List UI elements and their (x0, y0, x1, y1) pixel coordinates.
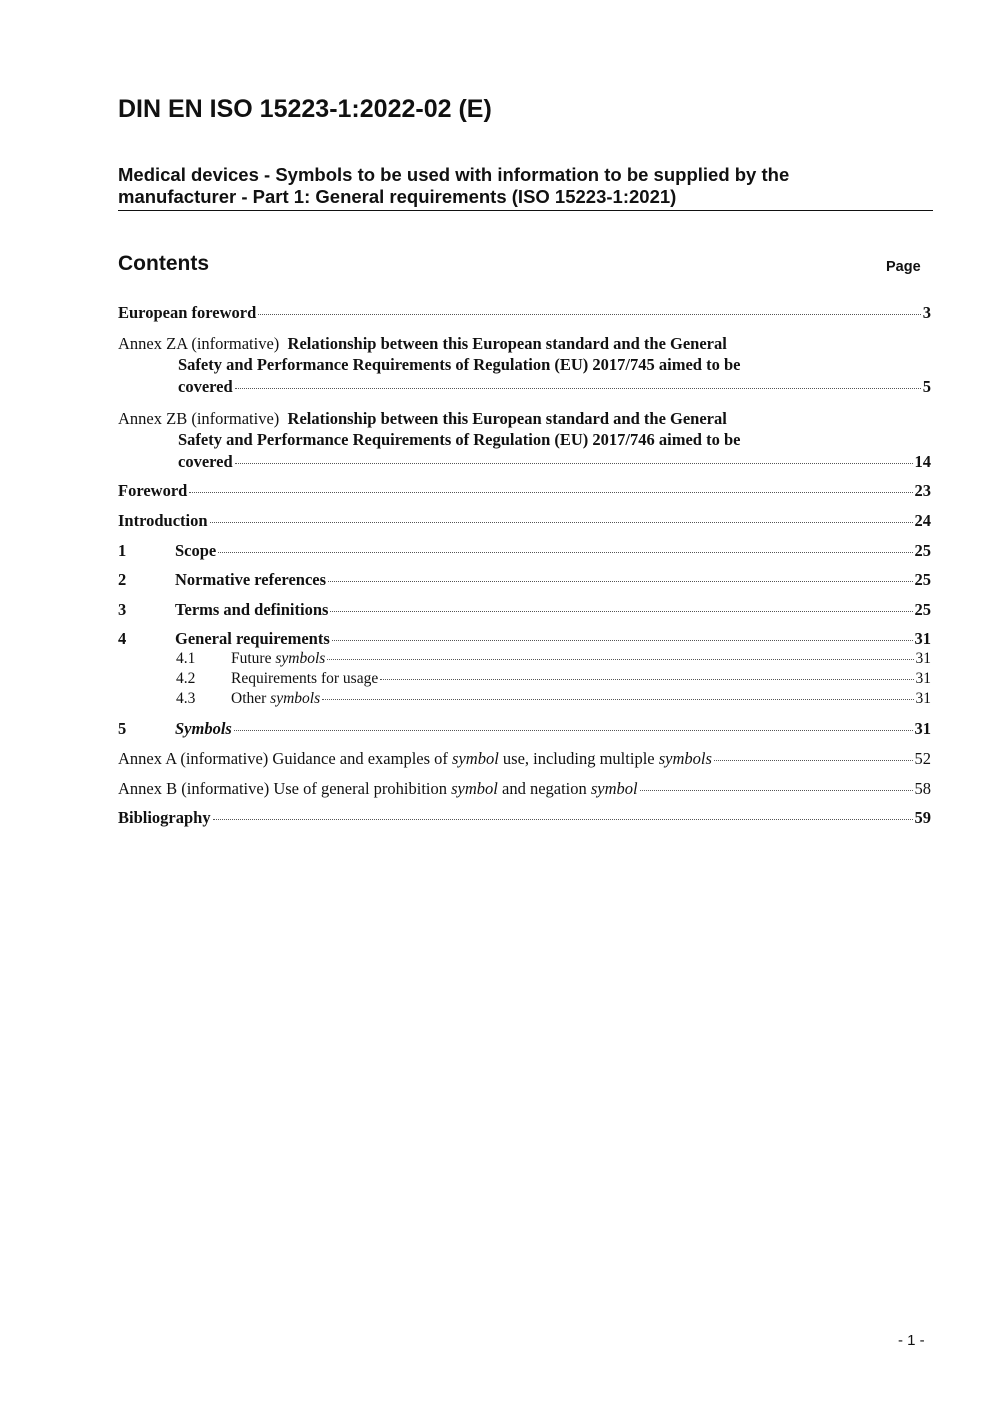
toc-entry-number: 4 (118, 629, 127, 648)
toc-leader (235, 463, 913, 464)
toc-leader (189, 492, 912, 493)
contents-heading: Contents (118, 252, 209, 275)
toc-entry-number: 3 (118, 600, 127, 619)
toc-entry-title: Terms and definitions (175, 600, 329, 619)
toc-entry-number: 4.2 (176, 670, 196, 687)
toc-entry-normative-references[interactable] (118, 569, 931, 590)
toc-leader (234, 730, 913, 731)
toc-entry-introduction[interactable] (118, 510, 931, 531)
toc-entry-page: 25 (914, 600, 931, 619)
toc-entry-symbols[interactable] (118, 718, 931, 739)
toc-entry-title: Future (231, 650, 272, 667)
page-column-label: Page (886, 259, 921, 275)
toc-entry-title: Relationship between this European standard and the General (287, 409, 727, 428)
toc-entry-bibliography[interactable] (118, 807, 931, 828)
toc-entry-general-requirements[interactable] (118, 628, 931, 649)
toc-leader (218, 552, 912, 553)
toc-entry-title: Annex B (informative) Use of general prohibition (118, 779, 447, 798)
toc-entry-annex-zb-line-2: Safety and Performance Requirements of Regulation (EU) 2017/746 aimed to be (178, 430, 741, 449)
toc-entry-title: covered (178, 452, 233, 471)
toc-entry-page: 14 (914, 452, 931, 471)
toc-entry-annex-b[interactable] (118, 778, 931, 799)
toc-entry-number: 2 (118, 570, 127, 589)
toc-entry-title: European foreword (118, 303, 257, 322)
toc-entry-number: 4.3 (176, 690, 196, 707)
toc-entry-title: Foreword (118, 481, 188, 500)
toc-entry-foreword[interactable] (118, 480, 931, 501)
toc-entry-page: 31 (915, 690, 931, 707)
toc-entry-title-italic: symbols (270, 690, 321, 707)
toc-entry-page: 31 (914, 629, 931, 648)
toc-entry-future-symbols[interactable] (176, 649, 931, 669)
toc-leader (332, 640, 913, 641)
toc-leader (327, 659, 913, 660)
toc-entry-title: General requirements (175, 629, 330, 648)
toc-leader (328, 581, 912, 582)
toc-entry-requirements-for-usage[interactable] (176, 669, 931, 689)
toc-entry-title: Normative references (175, 570, 327, 589)
toc-entry-page: 5 (922, 377, 931, 396)
toc-leader (330, 611, 912, 612)
subtitle-line-1: Medical devices - Symbols to be used with information to be supplied by the (118, 164, 790, 185)
toc-entry-title: use, including multiple (502, 749, 655, 768)
toc-entry-annex-zb-line-3[interactable] (178, 451, 931, 472)
document-subtitle (118, 164, 933, 211)
toc-entry-terms-and-definitions[interactable] (118, 599, 931, 620)
toc-entry-page: 31 (915, 670, 931, 687)
toc-entry-title-italic: symbol (590, 779, 638, 798)
toc-entry-title: Symbols (175, 719, 232, 738)
toc-annex-prefix: Annex ZA (informative) (118, 334, 280, 353)
toc-entry-title: Requirements for usage (231, 670, 379, 687)
toc-entry-title: Other (231, 690, 267, 707)
toc-entry-title-italic: symbols (275, 650, 326, 667)
toc-entry-title: Relationship between this European standard and the General (287, 334, 727, 353)
toc-leader (213, 819, 913, 820)
toc-annex-prefix: Annex ZB (informative) (118, 409, 280, 428)
toc-entry-page: 25 (914, 570, 931, 589)
toc-entry-number: 1 (118, 541, 127, 560)
toc-entry-european-foreword[interactable] (118, 302, 931, 323)
toc-entry-page: 25 (914, 541, 931, 560)
toc-entry-number: 4.1 (176, 650, 196, 667)
toc-leader (235, 388, 921, 389)
toc-entry-title: Annex A (informative) Guidance and examples of (118, 749, 448, 768)
toc-leader (380, 679, 913, 680)
toc-leader (258, 314, 920, 315)
page-number: - 1 - (898, 1332, 925, 1349)
toc-leader (640, 790, 913, 791)
toc-entry-annex-a[interactable] (118, 748, 931, 769)
toc-entry-title: covered (178, 377, 233, 396)
toc-entry-title: Introduction (118, 511, 208, 530)
toc-entry-page: 58 (914, 779, 931, 798)
toc-entry-number: 5 (118, 719, 127, 738)
toc-entry-page: 31 (915, 650, 931, 667)
toc-entry-title-italic: symbol (451, 779, 498, 798)
page-title: DIN EN ISO 15223-1:2022-02 (E) (118, 95, 492, 123)
toc-entry-title-italic: symbols (658, 749, 712, 768)
toc-entry-title: and negation (502, 779, 587, 798)
toc-entry-annex-zb-line-1[interactable] (118, 408, 727, 429)
toc-entry-annex-za-line-2: Safety and Performance Requirements of Regulation (EU) 2017/745 aimed to be (178, 355, 741, 374)
toc-leader (210, 522, 913, 523)
toc-entry-page: 3 (922, 303, 931, 322)
toc-entry-annex-za-line-1[interactable] (118, 333, 727, 354)
toc-entry-scope[interactable] (118, 540, 931, 561)
subtitle-line-2: manufacturer - Part 1: General requirements (ISO 15223-1:2021) (118, 186, 677, 207)
toc-entry-other-symbols[interactable] (176, 689, 931, 709)
toc-entry-title-italic: symbol (452, 749, 499, 768)
toc-entry-page: 59 (914, 808, 931, 827)
toc-entry-page: 31 (914, 719, 931, 738)
toc-leader (714, 760, 913, 761)
toc-entry-page: 52 (914, 749, 931, 768)
toc-entry-page: 23 (914, 481, 931, 500)
toc-entry-title: Scope (175, 541, 217, 560)
toc-entry-page: 24 (914, 511, 931, 530)
toc-entry-title: Bibliography (118, 808, 211, 827)
toc-leader (322, 699, 913, 700)
toc-entry-annex-za-line-3[interactable] (178, 376, 931, 397)
